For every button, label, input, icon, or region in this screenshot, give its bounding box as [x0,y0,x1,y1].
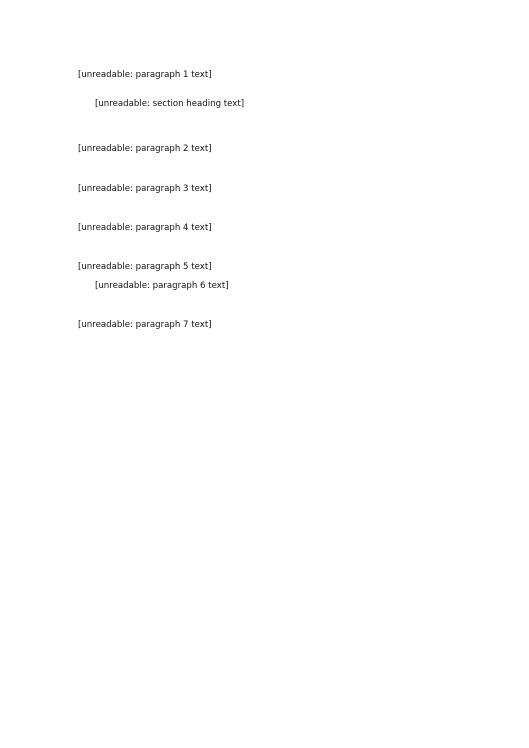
spacer [78,296,453,316]
paragraph-7: [unreadable: paragraph 7 text] [78,320,212,331]
paragraph-5: [unreadable: paragraph 5 text] [78,262,212,273]
paragraph-4: [unreadable: paragraph 4 text] [78,222,212,233]
document-body [78,66,453,336]
paragraph-2: [unreadable: paragraph 2 text] [78,144,212,155]
paragraph-3: [unreadable: paragraph 3 text] [78,183,212,194]
spacer [78,114,453,140]
section-heading: [unreadable: section heading text] [95,99,245,110]
spacer [78,85,453,95]
paragraph-6: [unreadable: paragraph 6 text] [95,281,229,292]
spacer [78,199,453,219]
spacer [78,160,453,180]
paragraph-1: [unreadable: paragraph 1 text] [78,70,212,80]
spacer [78,238,453,258]
